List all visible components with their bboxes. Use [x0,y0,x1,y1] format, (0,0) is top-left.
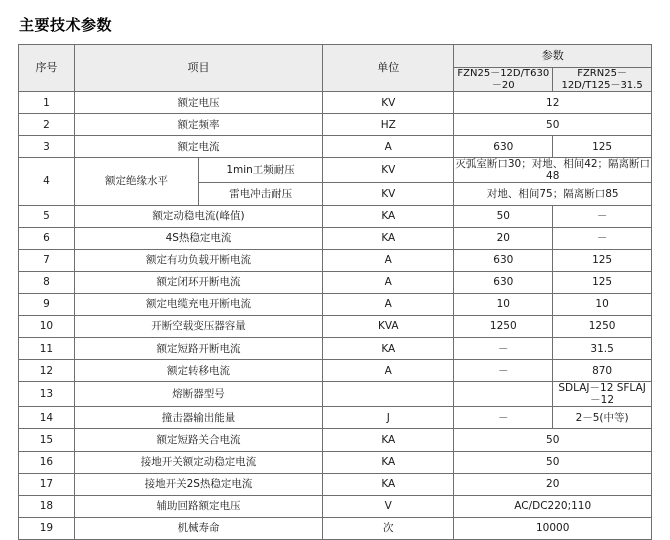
cell-value: 50 [454,114,652,136]
cell-no: 4 [19,158,75,205]
cell-value-2: 125 [553,136,652,158]
cell-unit: KA [323,473,454,495]
table-head [19,45,652,92]
cell-no: 3 [19,136,75,158]
cell-value: 20 [454,473,652,495]
cell-unit: KA [323,338,454,360]
cell-unit: V [323,495,454,517]
cell-unit: KA [323,429,454,451]
cell-unit: KV [323,92,454,114]
cell-value-2: 2－5(中等) [553,407,652,429]
table-row [19,114,652,136]
cell-value-2: 31.5 [553,338,652,360]
table-row [19,293,652,315]
table-row [19,429,652,451]
cell-value-1: 10 [454,293,553,315]
cell-unit: A [323,360,454,382]
table-row [19,451,652,473]
table-body [19,92,652,540]
cell-unit: KA [323,205,454,227]
cell-item: 额定电缆充电开断电流 [74,293,322,315]
table-row [19,158,652,183]
cell-no: 7 [19,249,75,271]
cell-no: 13 [19,382,75,407]
table-row [19,382,652,407]
cell-value-2: － [553,205,652,227]
cell-unit: HZ [323,114,454,136]
table-row [19,249,652,271]
cell-item: 额定短路开断电流 [74,338,322,360]
cell-unit: KA [323,227,454,249]
cell-no: 6 [19,227,75,249]
table-row [19,136,652,158]
cell-no: 10 [19,315,75,337]
header-row-1 [19,45,652,68]
cell-value-2: 870 [553,360,652,382]
cell-value-2: 1250 [553,315,652,337]
cell-no: 5 [19,205,75,227]
cell-item: 额定频率 [74,114,322,136]
cell-item: 额定绝缘水平 [74,158,198,205]
table-row [19,315,652,337]
cell-unit: A [323,271,454,293]
cell-item: 额定闭环开断电流 [74,271,322,293]
header-param-col2: FZRN25－12D/T125－31.5 [553,68,652,92]
cell-item: 机械寿命 [74,517,322,539]
cell-item: 额定动稳电流(峰值) [74,205,322,227]
cell-value-1: 630 [454,249,553,271]
table-row [19,517,652,539]
header-param-col1: FZN25－12D/T630－20 [454,68,553,92]
cell-value: 12 [454,92,652,114]
header-no: 序号 [19,45,75,92]
cell-value-1: － [454,338,553,360]
cell-value-2: 10 [553,293,652,315]
table-row [19,495,652,517]
cell-value-2: 125 [553,271,652,293]
cell-value-1 [454,382,553,407]
cell-unit: KV [323,158,454,183]
cell-value-1: 630 [454,136,553,158]
cell-unit: 次 [323,517,454,539]
cell-item: 额定电流 [74,136,322,158]
table-row [19,338,652,360]
table-row [19,360,652,382]
table-row [19,227,652,249]
cell-no: 9 [19,293,75,315]
cell-value-1: － [454,407,553,429]
cell-unit: A [323,136,454,158]
cell-value-2: 125 [553,249,652,271]
cell-value: 10000 [454,517,652,539]
cell-item: 接地开关2S热稳定电流 [74,473,322,495]
cell-item: 开断空载变压器容量 [74,315,322,337]
cell-no: 2 [19,114,75,136]
cell-item: 额定转移电流 [74,360,322,382]
cell-value: AC/DC220;110 [454,495,652,517]
table-row [19,407,652,429]
cell-item: 额定短路关合电流 [74,429,322,451]
cell-item: 撞击器输出能量 [74,407,322,429]
cell-no: 12 [19,360,75,382]
cell-unit: J [323,407,454,429]
cell-no: 19 [19,517,75,539]
cell-value: 50 [454,429,652,451]
cell-item: 额定有功负载开断电流 [74,249,322,271]
cell-item: 熔断器型号 [74,382,322,407]
cell-value: 50 [454,451,652,473]
cell-no: 17 [19,473,75,495]
cell-no: 16 [19,451,75,473]
cell-no: 8 [19,271,75,293]
cell-value-1: 630 [454,271,553,293]
cell-item: 额定电压 [74,92,322,114]
cell-unit: KV [323,183,454,205]
cell-unit [323,382,454,407]
cell-value: 对地、相间75；隔离断口85 [454,183,652,205]
cell-unit: KVA [323,315,454,337]
cell-sub-item: 雷电冲击耐压 [199,183,323,205]
cell-value-1: 1250 [454,315,553,337]
page-title: 主要技术参数 [19,16,113,34]
cell-no: 15 [19,429,75,451]
cell-value-1: 50 [454,205,553,227]
cell-no: 1 [19,92,75,114]
cell-unit: KA [323,451,454,473]
cell-no: 18 [19,495,75,517]
cell-no: 11 [19,338,75,360]
cell-value-2: － [553,227,652,249]
cell-sub-item: 1min工频耐压 [199,158,323,183]
cell-no: 14 [19,407,75,429]
cell-item: 4S热稳定电流 [74,227,322,249]
header-param-group: 参数 [454,45,652,68]
cell-item: 接地开关额定动稳定电流 [74,451,322,473]
cell-unit: A [323,249,454,271]
header-item: 项目 [74,45,322,92]
table-row [19,205,652,227]
cell-value: 灭弧室断口30；对地、相间42；隔离断口48 [455,158,651,183]
cell-value-1: － [454,360,553,382]
spec-table [18,44,652,540]
cell-item: 辅助回路额定电压 [74,495,322,517]
cell-unit: A [323,293,454,315]
table-row [19,271,652,293]
header-unit: 单位 [323,45,454,92]
table-row [19,92,652,114]
cell-value-1: 20 [454,227,553,249]
cell-value-2: SDLAJ－12 SFLAJ－12 [553,382,652,407]
table-row [19,473,652,495]
